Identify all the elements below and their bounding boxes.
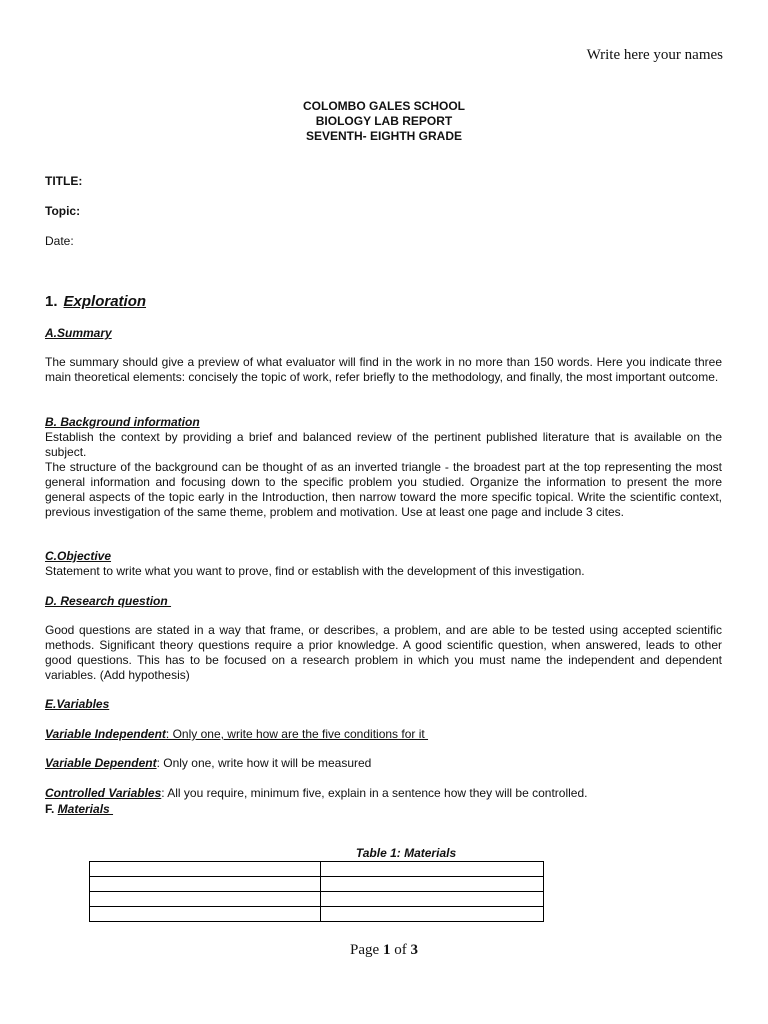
page-of-label: of: [390, 942, 411, 958]
materials-heading-line: [45, 802, 722, 817]
materials-table: [89, 861, 544, 922]
table-row: [90, 862, 544, 877]
summary-body: The summary should give a preview of what evaluator will find in the work in no more than 150 words. Here you indicate three main theoretical elements: concisely the topic of work, refer briefly to the methodology, and finally, the most important outcome.: [45, 355, 722, 384]
title-label: TITLE:: [45, 174, 83, 188]
table-row: [90, 877, 544, 892]
page-label: Page: [350, 942, 383, 958]
materials-prefix: F.: [45, 802, 58, 816]
table-cell[interactable]: [321, 877, 544, 892]
table-row: [90, 907, 544, 922]
background-body-2: The structure of the background can be thought of as an inverted triangle - the broadest part at the top representing the most general information and focusing down to the specific problem you studied. Organize the information to present the more general aspects of the topic early in the Introduction, then narrow toward the more specific topical. Write the scientific context, previous investigation of the same theme, problem and motivation. Use at least one page and include 3 cites.: [45, 460, 722, 519]
research-question-body: Good questions are stated in a way that frame, or describes, a problem, and are able to be tested using accepted scientific methods. Significant theory questions require a prior knowledge. A good scientific question, when answered, leads to other good questions. This has to be focused on a research problem in which you must name the independent and dependent variables. (Add hypothesis): [45, 623, 722, 682]
summary-heading: A.Summary: [45, 326, 112, 340]
table-cell[interactable]: [90, 862, 321, 877]
page-footer: [0, 942, 768, 959]
controlled-variables-line: [45, 786, 722, 801]
topic-label: Topic:: [45, 204, 81, 218]
controlled-variables-text: : All you require, minimum five, explain in a sentence how they will be controlled.: [161, 786, 588, 800]
table-cell[interactable]: [321, 892, 544, 907]
research-question-heading: D. Research question: [45, 594, 172, 608]
names-placeholder: Write here your names: [586, 47, 723, 63]
dependent-variable-text: : Only one, write how it will be measured: [156, 756, 372, 770]
materials-heading: Materials: [57, 802, 114, 816]
independent-variable-text: : Only one, write how are the five conditions for it: [165, 727, 429, 741]
objective-heading: C.Objective: [45, 549, 112, 563]
section-number: 1.: [45, 293, 58, 310]
page-total: 3: [410, 942, 418, 958]
independent-variable-line: [45, 727, 722, 742]
table-cell[interactable]: [321, 907, 544, 922]
section-heading-exploration: [45, 293, 722, 311]
background-heading: B. Background information: [45, 415, 200, 429]
materials-table-caption: Table 1: Materials: [355, 846, 457, 860]
grade-level: SEVENTH- EIGHTH GRADE: [305, 129, 462, 143]
school-heading: [0, 99, 768, 144]
variables-heading: E.Variables: [45, 697, 110, 711]
date-label: Date:: [45, 234, 74, 248]
report-type: BIOLOGY LAB REPORT: [315, 114, 453, 128]
dependent-variable-line: [45, 756, 722, 771]
section-title: Exploration: [63, 293, 147, 310]
table-cell[interactable]: [90, 907, 321, 922]
background-body-1: Establish the context by providing a brief and balanced review of the pertinent published literature that is available on the subject.: [45, 430, 722, 459]
independent-variable-label: Variable Independent: [45, 727, 166, 741]
controlled-variables-label: Controlled Variables: [45, 786, 162, 800]
school-name: COLOMBO GALES SCHOOL: [303, 99, 465, 113]
table-cell[interactable]: [90, 892, 321, 907]
table-row: [90, 892, 544, 907]
dependent-variable-label: Variable Dependent: [45, 756, 157, 770]
page-number: 1: [382, 942, 391, 958]
table-cell[interactable]: [321, 862, 544, 877]
table-cell[interactable]: [90, 877, 321, 892]
objective-body: Statement to write what you want to prove, find or establish with the development of this investigation.: [45, 564, 585, 578]
